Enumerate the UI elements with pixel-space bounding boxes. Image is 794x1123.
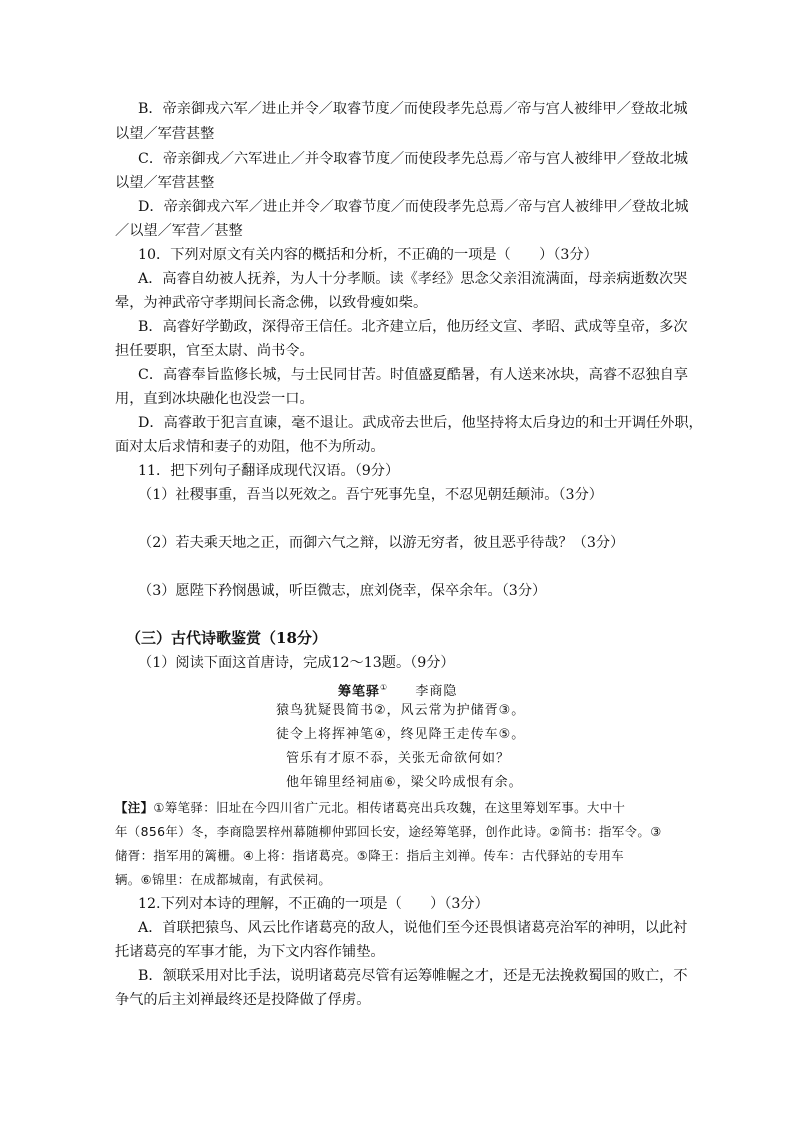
q9-option-b-line2: 以望／军营甚整 <box>115 126 215 142</box>
q10-option-a-line1: A．高睿自幼被人抚养，为人十分孝顺。读《孝经》思念父亲泪流满面，母亲病逝数次哭 <box>138 271 688 287</box>
q10-option-c-line2: 用，直到冰块融化也没尝一口。 <box>115 391 314 407</box>
q9-option-c-line2: 以望／军营甚整 <box>115 175 215 191</box>
q10-option-b-line2: 担任要职，官至太尉、尚书令。 <box>115 343 314 359</box>
q12-option-a-line1: A．首联把猿鸟、风云比作诸葛亮的敌人，说他们至今还畏惧诸葛亮治军的神明，以此衬 <box>138 920 688 936</box>
q10-option-d-line1: D．高睿敢于犯言直谏，毫不退让。武成帝去世后，他坚持将太后身边的和士开调任外职， <box>138 415 703 431</box>
q12-stem: 12.下列对本诗的理解，不正确的一项是（ ）（3分） <box>138 896 489 912</box>
poem-title-line <box>338 678 457 702</box>
q11-sentence-2: （2）若夫乘天地之正，而御六气之辩，以游无穷者，彼且恶乎待哉？（3分） <box>138 535 625 551</box>
note-line-4: 辆。⑥锦里：在成都城南，有武侯祠。 <box>115 872 332 887</box>
note-text-1: ①筹笔驿：旧址在今四川省广元北。相传诸葛亮出兵攻魏，在这里筹划军事。大中十 <box>153 800 626 815</box>
q10-option-b-line1: B．高睿好学勤政，深得帝王信任。北齐建立后，他历经文宣、孝昭、武成等皇帝，多次 <box>138 319 688 335</box>
poem-title-note-mark: ① <box>380 683 389 692</box>
note-line-2: 年（856年）冬，李商隐罢梓州幕随柳仲郢回长安，途经筹笔驿，创作此诗。②简书：指军令。③ <box>115 824 662 839</box>
q10-option-d-line2: 面对太后求情和妻子的劝阻，他不为所动。 <box>115 439 385 455</box>
poem-line-3: 管乐有才原不忝，关张无命欲何如？ <box>286 751 511 766</box>
poem-line-1: 猿鸟犹疑畏简书②，风云常为护储胥③。 <box>276 703 526 718</box>
note-line-1 <box>115 798 625 818</box>
q10-option-c-line1: C．高睿奉旨监修长城，与士民同甘苦。时值盛夏酷暑，有人送来冰块，高睿不忍独自享 <box>138 367 688 383</box>
section-3-intro: （1）阅读下面这首唐诗，完成12～13题。（9分） <box>138 655 455 671</box>
poem-author: 李商隐 <box>415 684 458 700</box>
q9-option-d-line2: ／以望／军营／甚整 <box>115 223 243 239</box>
q11-sentence-3: （3）愿陛下矜悯愚诚，听臣微志，庶刘侥幸，保卒余年。（3分） <box>138 583 547 599</box>
q10-stem: 10．下列对原文有关内容的概括和分析，不正确的一项是（ ）（3分） <box>138 247 598 263</box>
q9-option-b-line1: B．帝亲御戎六军／进止并令／取睿节度／而使段孝先总焉／帝与宫人被绯甲／登故北城 <box>138 101 688 117</box>
q12-option-b-line2: 争气的后主刘禅最终还是投降做了俘虏。 <box>115 992 371 1008</box>
q12-option-a-line2: 托诸葛亮的军事才能，为下文内容作铺垫。 <box>115 944 385 960</box>
q9-option-c-line1: C．帝亲御戎／六军进止／并令取睿节度／而使段孝先总焉／帝与宫人被绯甲／登故北城 <box>138 151 688 167</box>
section-3-heading: （三）古代诗歌鉴赏（18分） <box>126 629 327 647</box>
poem-line-2: 徒令上将挥神笔④，终见降王走传车⑤。 <box>276 727 526 742</box>
q11-stem: 11．把下列句子翻译成现代汉语。（9分） <box>138 463 400 479</box>
q11-sentence-1: （1）社稷事重，吾当以死效之。吾宁死事先皇，不忍见朝廷颠沛。（3分） <box>138 487 603 503</box>
q10-option-a-line2: 晕，为神武帝守孝期间长斋念佛，以致骨瘦如柴。 <box>115 295 428 311</box>
note-line-3: 储胥：指军用的篱栅。④上将：指诸葛亮。⑤降王：指后主刘禅。传车：古代驿站的专用车 <box>115 848 625 863</box>
poem-line-4: 他年锦里经祠庙⑥，梁父吟成恨有余。 <box>286 775 523 790</box>
poem-title: 筹笔驿 <box>338 684 381 700</box>
q9-option-d-line1: D．帝亲御戎六军／进止并令／取睿节度／而使段孝先总焉／帝与宫人被绯甲／登故北城 <box>138 199 689 215</box>
q12-option-b-line1: B．颔联采用对比手法，说明诸葛亮尽管有运筹帷幄之才，还是无法挽救蜀国的败亡，不 <box>138 968 688 984</box>
note-label: 【注】 <box>115 800 154 815</box>
